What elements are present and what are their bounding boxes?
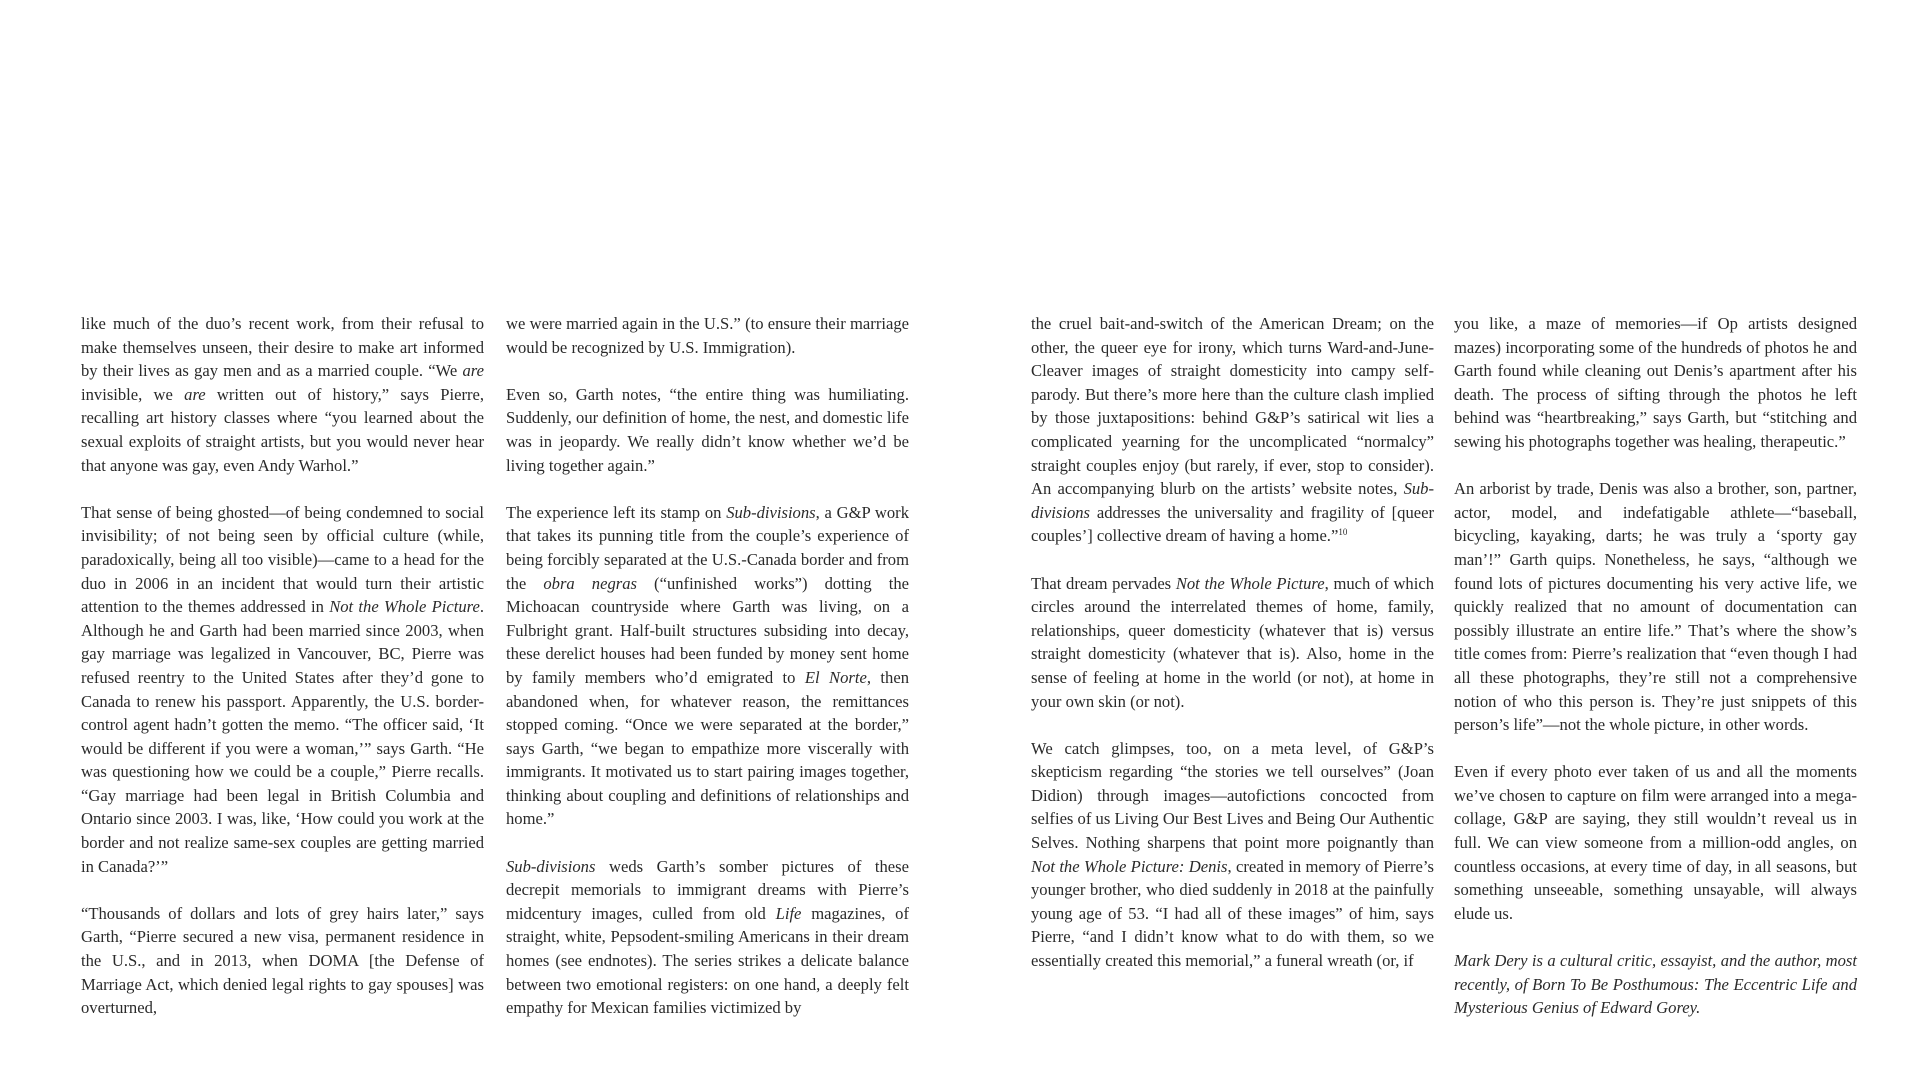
text-run: Even if every photo ever taken of us and all the moments we’ve chosen to capture on film were arranged into a mega-collage, G&P are saying, they still wouldn’t reveal us in full. We can view someone from a million-odd angles, on countless occasions, at every time of day, in all seasons, but something unseeable, something unsayable, will always elude us.	[1454, 762, 1857, 923]
italic-text: El Norte	[804, 667, 867, 687]
footnote-marker: 10	[1338, 527, 1348, 538]
paragraph	[1454, 760, 1857, 925]
text-run: you like, a maze of memories—if Op artists designed mazes) incorporating some of the hundreds of photos he and Garth found while cleaning out Denis’s apartment after his death. The process of sifting through the photos he left behind was “heartbreaking,” says Garth, but “stitching and sewing his photographs together was healing, therapeutic.”	[1454, 314, 1857, 451]
paragraph	[506, 501, 909, 831]
text-run: magazines, of straight, white, Pepsodent-smiling Americans in their dream homes (see endnotes). The series strikes a delicate balance between two emotional registers: on one hand, a deeply felt empathy for Mexican families victimized by	[506, 903, 909, 1018]
text-run: , much of which circles around the interrelated themes of home, family, relationships, queer domesticity (whatever that is) versus straight domesticity (whatever that is). Also, home in the sense of feeling at home in the world (or not), at home in your own skin (or not).	[1031, 573, 1434, 711]
italic-text: Sub-divisions	[506, 856, 596, 876]
italic-text: Not the Whole Picture: Denis	[1031, 856, 1228, 876]
right-page-column-2	[1454, 312, 1857, 1020]
text-run: like much of the duo’s recent work, from their refusal to make themselves unseen, their desire to make art informed by their lives as gay men and as a married couple. “We	[81, 314, 484, 381]
text-run: we were married again in the U.S.” (to ensure their marriage would be recognized by U.S. Immigration).	[506, 314, 909, 357]
italic-text: obra negras	[543, 573, 637, 593]
text-run: addresses the universality and fragility of [queer couples’] collective dream of having a home.”	[1031, 502, 1434, 546]
italic-text: Mark Dery is a cultural critic, essayist, and the author, most recently, of Born To Be Posthumous: The Eccentric Life and Mysterious Genius of Edward Gorey.	[1454, 951, 1857, 1018]
text-run: We catch glimpses, too, on a meta level, of G&P’s skepticism regarding “the stories we tell ourselves” (Joan Didion) through images—autofictions concocted from selfies of us Living Our Best Lives and Being Our Authentic Selves. Nothing sharpens that point more poignantly than	[1031, 738, 1434, 853]
text-run: (“unfinished works”) dotting the Michoacan countryside where Garth was living, on a Fulbright grant. Half-built structures subsiding into decay, these derelict houses had been funded by money sent home by family members who’d emigrated to	[506, 573, 909, 687]
paragraph	[1031, 737, 1434, 973]
paragraph	[506, 312, 909, 359]
paragraph	[1031, 312, 1434, 548]
italic-text: Sub-divisions	[1031, 479, 1434, 522]
text-run: An arborist by trade, Denis was also a brother, son, partner, actor, model, and indefatigable athlete—“baseball, bicycling, kayaking, darts; he was truly a ‘sporty gay man’!” Garth quips. Nonetheless, he says, “although we found lots of pictures documenting his very active life, we quickly realized that no amount of documentation can possibly illustrate an entire life.” That’s where the show’s title comes from: Pierre’s realization that “even though I had all these photographs, they’re still not a comprehensive notion of who this person is. They’re just snippets of this person’s life”—not the whole picture, in other words.	[1454, 479, 1857, 735]
paragraph	[1454, 477, 1857, 737]
paragraph	[1454, 312, 1857, 454]
paragraph	[506, 855, 909, 1020]
paragraph	[81, 501, 484, 879]
italic-text: are	[184, 384, 206, 404]
text-run: Even so, Garth notes, “the entire thing was humiliating. Suddenly, our definition of home, the nest, and domestic life was in jeopardy. We really didn’t know whether we’d be living together again.”	[506, 384, 909, 475]
author-bio	[1454, 949, 1857, 1020]
text-run: invisible, we	[81, 384, 185, 404]
right-page-column-1	[1031, 312, 1434, 973]
text-run: That sense of being ghosted—of being condemned to social invisibility; of not being seen by official culture (while, paradoxically, being all too visible)—came to a head for the duo in 2006 in an incident that would turn their artistic attention to the themes addressed in	[81, 502, 484, 617]
paragraph	[81, 312, 484, 477]
italic-text: are	[462, 361, 484, 381]
text-run: That dream pervades	[1031, 573, 1176, 593]
left-page-column-2	[506, 312, 909, 1020]
text-run: , a G&P work that takes its punning title from the couple’s experience of being forcibly separated at the U.S.-Canada border and from the	[506, 502, 909, 593]
paragraph	[506, 383, 909, 477]
italic-text: Life	[775, 903, 802, 923]
italic-text: Sub-divisions	[726, 502, 816, 522]
italic-text: Not the Whole Picture	[1175, 573, 1325, 593]
text-run: “Thousands of dollars and lots of grey hairs later,” says Garth, “Pierre secured a new visa, permanent residence in the U.S., and in 2013, when DOMA [the Defense of Marriage Act, which denied legal rights to gay spouses] was overturned,	[81, 903, 484, 1018]
left-page-column-1	[81, 312, 484, 1020]
text-run: the cruel bait-and-switch of the American Dream; on the other, the queer eye for irony, which turns Ward-and-June-Cleaver images of straight domesticity into campy self-parody. But there’s more here than the culture clash implied by those juxtapositions: behind G&P’s satirical wit lies a complicated yearning for the uncomplicated “normalcy” straight couples enjoy (but rarely, if ever, stop to consider). An accompanying blurb on the artists’ website notes,	[1031, 314, 1434, 499]
text-run: written out of history,” says Pierre, recalling art history classes where “you learned about the sexual exploits of straight artists, but you would never hear that anyone was gay, even Andy Warhol.”	[81, 384, 485, 475]
italic-text: Not the Whole Picture	[329, 597, 480, 617]
text-run: . Although he and Garth had been married since 2003, when gay marriage was legalized in Vancouver, BC, Pierre was refused reentry to the United States after they’d gone to Canada to renew his passport. Apparently, the U.S. border-control agent hadn’t gotten the memo. “The officer said, ‘It would be different if you were a woman,’” says Garth. “He was questioning how we could be a couple,” Pierre recalls. “Gay marriage had been legal in British Columbia and Ontario since 2003. I was, like, ‘How could you work at the border and not realize same-sex couples are getting married in Canada?’”	[81, 597, 485, 876]
paragraph	[1031, 572, 1434, 714]
text-run: The experience left its stamp on	[506, 502, 727, 522]
text-run: weds Garth’s somber pictures of these decrepit memorials to immigrant dreams with Pierre’s midcentury images, culled from old	[506, 856, 909, 923]
paragraph	[81, 902, 484, 1020]
text-run: , then abandoned when, for whatever reason, the remittances stopped coming. “Once we were separated at the border,” says Garth, “we began to empathize more viscerally with immigrants. It motivated us to start pairing images together, thinking about coupling and definitions of relationships and home.”	[506, 667, 909, 829]
text-run: , created in memory of Pierre’s younger brother, who died suddenly in 2018 at the painfully young age of 53. “I had all of these images” of him, says Pierre, “and I didn’t know what to do with them, so we essentially created this memorial,” a funeral wreath (or, if	[1031, 856, 1434, 971]
